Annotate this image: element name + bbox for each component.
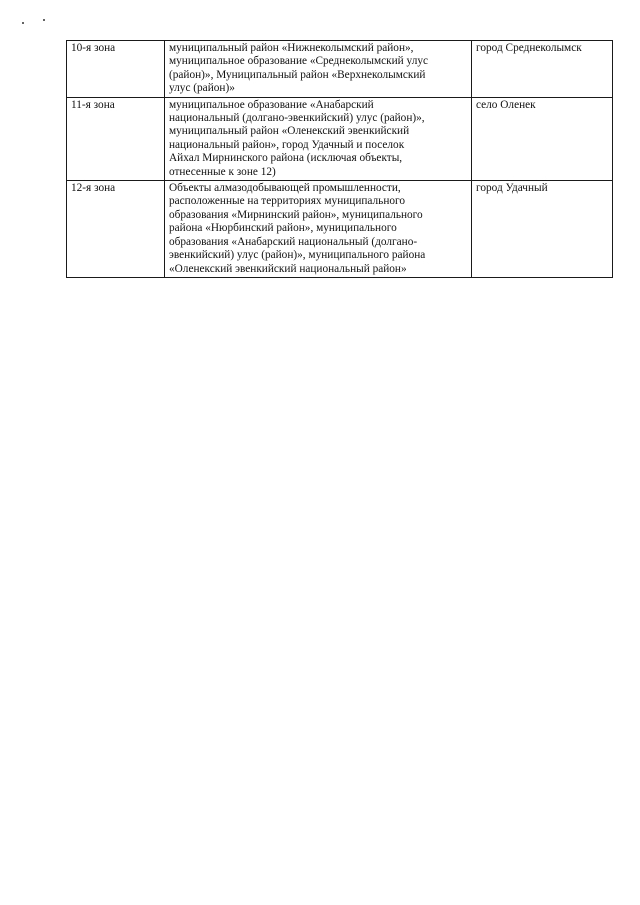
territory-cell [165, 97, 472, 180]
zone-label: 12-я зона [71, 182, 116, 195]
territory-text: Объекты алмазодобывающей промышленности, расположенные на территориях муниципального образования «Мирнинский район», муниципального района «Нюрбинский район», муниципального образования «Анабарский национальный (долгано- эвенкийский) улус (район)», муниципального района «Оленекский эвенкийский национальный район» [169, 182, 426, 275]
table-row [67, 97, 613, 180]
territory-text: муниципальное образование «Анабарский национальный (долгано-эвенкийский) улус (район)», муниципальный район «Оленекский эвенкийский национальный район», город Удачный и поселок Айхал Мирнинского района (исключая объекты, отнесенные к зоне 12) [169, 98, 425, 178]
city-text: город Среднеколымск [476, 42, 582, 54]
table-row [67, 41, 613, 98]
zone-cell [67, 181, 165, 278]
city-text: село Оленек [476, 98, 536, 111]
zone-cell [67, 41, 165, 98]
city-text: город Удачный [476, 182, 548, 195]
city-cell [472, 97, 613, 180]
zone-label: 11-я зона [71, 98, 115, 111]
zones-table [66, 40, 613, 278]
scan-speck [43, 19, 45, 21]
city-cell [472, 181, 613, 278]
zone-label: 10-я зона [71, 42, 116, 54]
territory-cell [165, 41, 472, 98]
scan-speck [22, 22, 24, 24]
zone-cell [67, 97, 165, 180]
territory-text: муниципальный район «Нижнеколымский район», муниципальное образование «Среднеколымский улус (район)», Муниципальный район «Верхнеколымский улус (район)» [169, 42, 428, 95]
city-cell [472, 41, 613, 98]
territory-cell [165, 181, 472, 278]
table-row [67, 181, 613, 278]
